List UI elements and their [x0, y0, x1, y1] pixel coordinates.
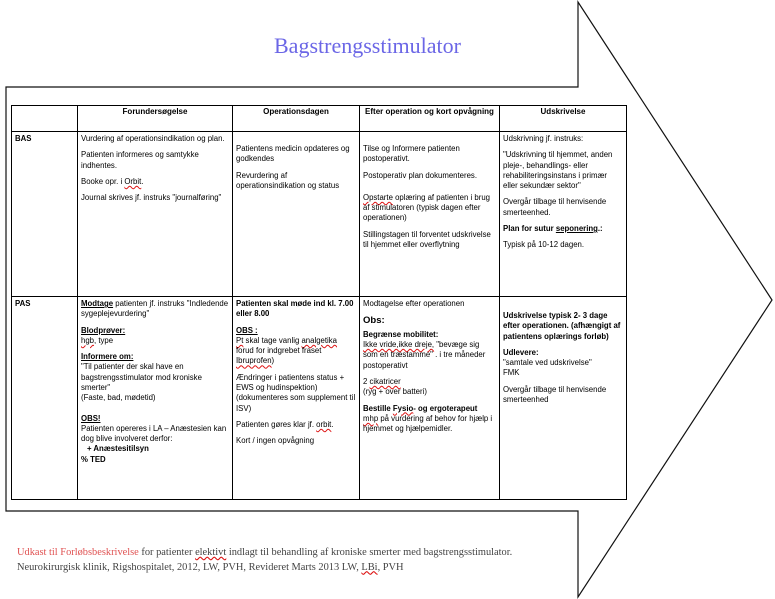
pas-forund-heading: Blodprøver: — [81, 325, 126, 335]
pathway-table — [11, 105, 627, 500]
header-udskrivelse: Udskrivelse — [500, 106, 627, 132]
pas-udskr-text: FMK — [503, 368, 520, 378]
header-forundersogelse: Forundersøgelse — [78, 106, 233, 132]
pas-forund-heading: OBS! — [81, 413, 101, 423]
pas-udskr-heading: Udlevere: — [503, 347, 539, 357]
page-title: Bagstrengsstimulator — [274, 33, 461, 58]
header-cell-empty — [12, 106, 78, 132]
pas-opdag-text: Pt skal tage vanlig analgetika forud for indgrebet fraset Ibruprofen) — [236, 335, 337, 366]
bas-efter-text: Tilse og Informere patienten postoperativt. — [363, 144, 460, 164]
pas-operationsdagen-cell — [233, 297, 360, 500]
pas-udskr-text: "samtale ved udskrivelse" — [503, 358, 592, 368]
pas-efter-text: Begrænse mobilitet: — [363, 329, 439, 339]
pas-udskr-text: Udskrivelse typisk 2- 3 dage efter operationen. (afhængigt af patientens oplærings forløb) — [503, 311, 621, 341]
pas-efter-heading: Obs: — [363, 315, 385, 327]
pas-efter-operation-cell — [360, 297, 500, 500]
header-efter-operation: Efter operation og kort opvågning — [360, 106, 500, 132]
bas-efter-operation-cell — [360, 132, 500, 297]
pas-efter-text: (ryg + over batteri) — [363, 387, 427, 397]
pas-forund-text: Modtage patienten jf. instruks "Indledende sygeplejevurdering" — [81, 299, 229, 319]
footer-line-2: Neurokirurgisk klinik, Rigshospitalet, 2012, LW, PVH, Revideret Marts 2013 LW, LBi, PVH — [17, 561, 404, 573]
pas-opdag-text: Patienten gøres klar jf. orbit. — [236, 419, 334, 429]
footer-line-1: Udkast til Forløbsbeskrivelse for patienter elektivt indlagt til behandling af kroniske smerter med bagstrengsstimulator. — [17, 547, 513, 558]
bas-udskr-text: Typisk på 10-12 dagen. — [503, 240, 585, 250]
pas-forund-text: % TED — [81, 454, 106, 464]
bas-udskrivelse-cell — [500, 132, 627, 297]
bas-udskr-text: Overgår tilbage til henvisende smerteenhed. — [503, 197, 607, 217]
bas-opdag-text: Patientens medicin opdateres og godkendes — [236, 144, 350, 164]
table-header-row — [12, 106, 627, 132]
table-row-bas — [12, 132, 627, 297]
bas-udskr-text: "Udskrivning til hjemmet, anden pleje-, behandlings- eller rehabiliteringsinstans i primær eller sekundær sektor" — [503, 150, 613, 191]
bas-forund-text: Journal skrives jf. instruks "journalføring" — [81, 193, 222, 203]
pas-opdag-text: Ændringer i patientens status + EWS og hudinspektion) (dokumenteres som supplement til ISV) — [236, 372, 356, 413]
pas-efter-text: mhp på vurdering af behov for hjælp i hjemmet og hjælpemidler. — [363, 413, 493, 434]
pas-opdag-heading: OBS : — [236, 325, 258, 335]
pas-forund-text: hgb, type — [81, 335, 114, 345]
bas-efter-text: Stillingstagen til forventet udskrivelse til hjemmet eller overflytning — [363, 229, 491, 249]
row-label-bas: BAS — [12, 132, 78, 297]
pas-forund-text: (Faste, bad, mødetid) — [81, 393, 156, 403]
pas-opdag-text: Patienten skal møde ind kl. 7.00 eller 8.00 — [236, 299, 354, 319]
bas-forund-text: Vurdering af operationsindikation og plan. — [81, 134, 225, 143]
bas-forund-text: Booke opr. i Orbit. — [81, 176, 144, 186]
bas-forund-text: Patienten informeres og samtykke indhentes. — [81, 150, 199, 170]
header-operationsdagen: Operationsdagen — [233, 106, 360, 132]
pas-opdag-text: Kort / ingen opvågning — [236, 436, 315, 446]
table-row-pas — [12, 297, 627, 500]
bas-opdag-text: Revurdering af operationsindikation og status — [236, 170, 340, 190]
pas-efter-text: Bestille Fysio- og ergoterapeut — [363, 403, 478, 413]
pas-forundersogelse-cell — [78, 297, 233, 500]
pas-forund-heading: Informere om: — [81, 352, 134, 362]
bas-udskr-text: Udskrivning jf. instruks: — [503, 134, 584, 143]
pas-efter-text: Modtagelse efter operationen — [363, 299, 465, 308]
bas-efter-text: Postoperativ plan dokumenteres. — [363, 170, 477, 180]
footer-note — [17, 546, 617, 575]
bas-operationsdagen-cell — [233, 132, 360, 297]
pas-efter-text: 2 cikatricer — [363, 376, 401, 386]
bas-udskr-text: Plan for sutur seponering.: — [503, 223, 603, 233]
row-label-pas: PAS — [12, 297, 78, 500]
bas-efter-text: Opstarte oplæring af patienten i brug af stimulatoren (typisk dagen efter operationen) — [363, 192, 490, 223]
pas-forund-text: Patienten opereres i LA – Anæstesien kan dog blive involveret derfor: — [81, 423, 227, 444]
pas-udskr-text: Overgår tilbage til henvisende smerteenhed — [503, 384, 607, 404]
bas-forundersogelse-cell — [78, 132, 233, 297]
pas-forund-text: + Anæstesitilsyn — [87, 444, 149, 454]
pas-efter-text: Ikke vride,ikke dreje, "bevæge sig som en træstamme" . i tre måneder postoperativt — [363, 340, 486, 370]
pas-forund-text: "Til patienter der skal have en bagstrengsstimulator mod kroniske smerter" — [81, 362, 202, 392]
pas-udskrivelse-cell — [500, 297, 627, 500]
